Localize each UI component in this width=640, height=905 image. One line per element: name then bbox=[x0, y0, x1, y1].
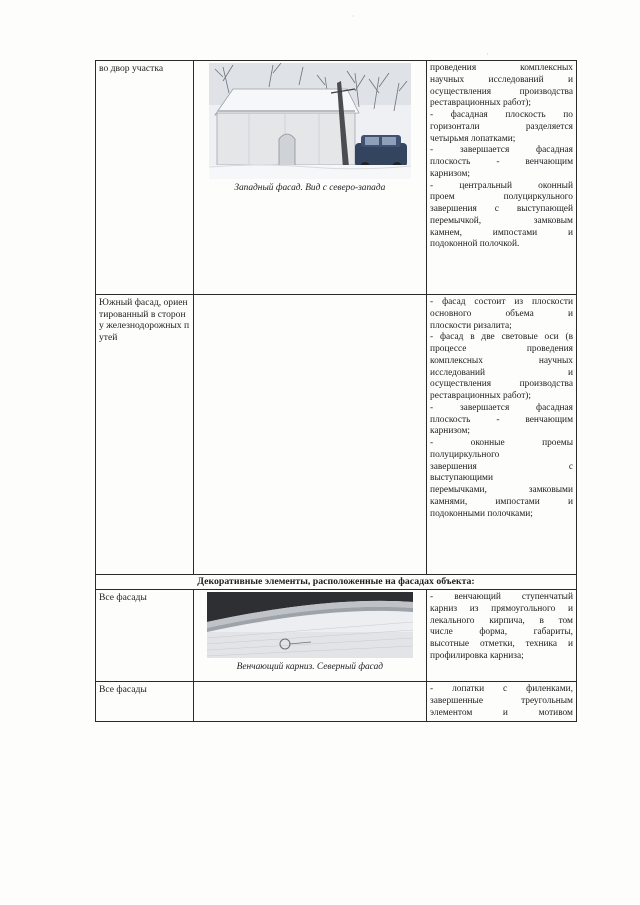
description-text bbox=[427, 682, 576, 719]
row-label: во двор участка bbox=[99, 63, 164, 74]
description-line: - фасад в две световые оси (в bbox=[430, 332, 573, 343]
description-line: карнизом; bbox=[430, 426, 471, 437]
section-header-cell bbox=[96, 575, 577, 590]
description-line: четырьмя лопатками; bbox=[430, 133, 516, 144]
photo-cell bbox=[193, 590, 426, 682]
description-line: реставрационных работ); bbox=[430, 391, 532, 401]
empty-photo-cell bbox=[193, 682, 426, 722]
description-line: плоскость - венчающим bbox=[430, 414, 573, 425]
description-line: - оконные проемы bbox=[430, 438, 573, 448]
description-line: элементом и мотивом bbox=[430, 707, 573, 718]
description-cell bbox=[427, 61, 577, 295]
description-line: числе форма, габариты, bbox=[430, 627, 573, 638]
scan-speck: · bbox=[486, 50, 489, 59]
description-line: - фасад состоит из плоскости bbox=[430, 297, 573, 307]
description-line: завершенные треугольным bbox=[430, 695, 573, 706]
description-line: - лопатки с филенками, bbox=[430, 684, 573, 694]
description-line: - центральный оконный bbox=[430, 180, 573, 191]
description-cell bbox=[427, 590, 577, 682]
facades-table bbox=[95, 60, 577, 722]
description-line: камнем, импостами и bbox=[430, 227, 573, 238]
description-text bbox=[427, 295, 576, 520]
description-line: проведения комплексных bbox=[430, 63, 573, 73]
description-line: - венчающий ступенчатый bbox=[430, 592, 573, 602]
description-line: лекального кирпича, в том bbox=[430, 615, 573, 626]
description-line: высотные отметки, техника и bbox=[430, 639, 573, 649]
empty-photo-cell bbox=[193, 295, 426, 575]
west-facade-photo bbox=[209, 63, 411, 179]
description-line: завершения с выступающей bbox=[430, 204, 573, 214]
description-line: перемычкой, замковым bbox=[430, 215, 573, 226]
photo-cell bbox=[193, 61, 426, 295]
description-line: перемычками, замковыми bbox=[430, 485, 573, 495]
row-label: Южный фасад, ориентированный в сторону железнодорожных путей bbox=[99, 297, 190, 344]
description-line: профилировка карниза; bbox=[430, 650, 524, 661]
description-line: плоскость - венчающим bbox=[430, 157, 573, 167]
description-line: осуществления производства bbox=[430, 86, 573, 97]
description-line: комплексных научных bbox=[430, 355, 573, 366]
description-line: камнями, импостами и bbox=[430, 496, 573, 507]
description-cell bbox=[427, 682, 577, 722]
description-line: завершения с bbox=[430, 461, 573, 472]
description-line: подоконной полочкой. bbox=[430, 239, 520, 250]
description-line: научных исследований и bbox=[430, 74, 573, 85]
description-line: - завершается фасадная bbox=[430, 145, 573, 156]
row-label-cell bbox=[96, 682, 194, 722]
description-line: - фасадная плоскость по bbox=[430, 110, 573, 120]
table-row bbox=[96, 295, 577, 575]
photo-caption: Западный фасад. Вид с северо-запада bbox=[234, 183, 386, 193]
description-line: выступающими bbox=[430, 473, 493, 484]
row-label-cell bbox=[96, 590, 194, 682]
description-line: горизонтали разделяется bbox=[430, 121, 573, 132]
row-label-cell bbox=[96, 61, 194, 295]
description-text bbox=[427, 590, 576, 663]
description-line: подоконными полочками; bbox=[430, 508, 533, 519]
section-header-row bbox=[96, 575, 577, 590]
row-label-cell bbox=[96, 295, 194, 575]
description-line: проем полуциркульного bbox=[430, 192, 573, 203]
section-title: Декоративные элементы, расположенные на фасадах объекта: bbox=[197, 576, 475, 587]
description-line: карниз из прямоугольного и bbox=[430, 603, 573, 614]
description-line: основного объема и bbox=[430, 308, 573, 319]
description-cell bbox=[427, 295, 577, 575]
description-line: реставрационных работ); bbox=[430, 98, 532, 109]
description-line: - завершается фасадная bbox=[430, 402, 573, 413]
row-label: Все фасады bbox=[99, 684, 147, 695]
description-line: осуществления производства bbox=[430, 379, 573, 390]
description-line: карнизом; bbox=[430, 168, 471, 179]
scan-speck: · bbox=[352, 12, 355, 21]
description-line: исследований и bbox=[430, 367, 573, 378]
table-row bbox=[96, 682, 577, 722]
description-line: процессе проведения bbox=[430, 344, 573, 354]
table-row bbox=[96, 590, 577, 682]
description-text bbox=[427, 61, 576, 251]
table-row bbox=[96, 61, 577, 295]
description-line: плоскости ризалита; bbox=[430, 320, 512, 331]
photo-caption: Венчающий карниз. Северный фасад bbox=[236, 662, 384, 672]
row-label: Все фасады bbox=[99, 592, 147, 603]
description-line: полуциркульного bbox=[430, 449, 500, 460]
cornice-photo bbox=[207, 592, 413, 658]
